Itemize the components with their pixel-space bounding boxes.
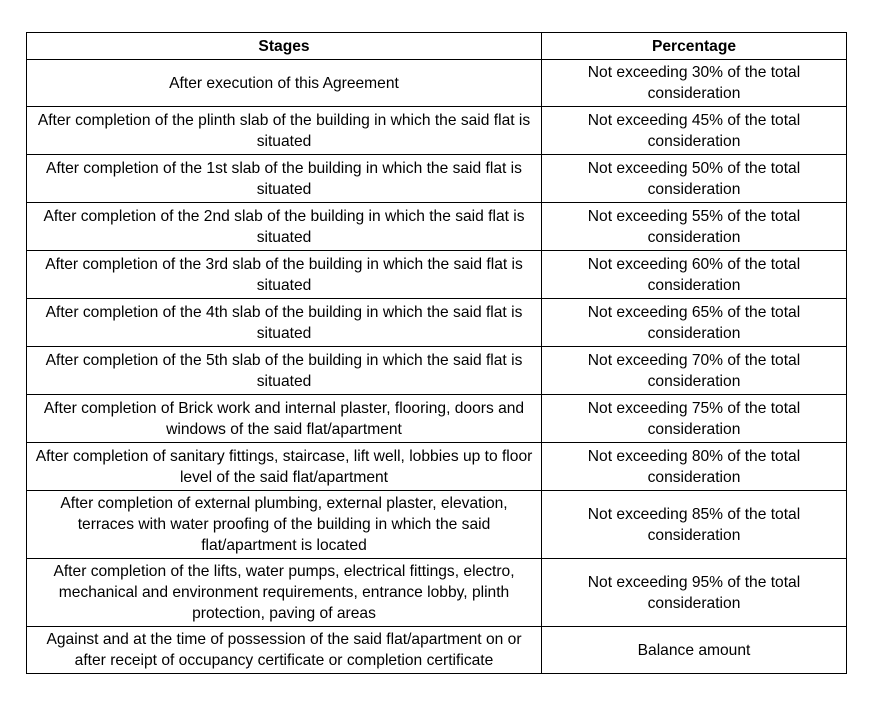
table-row <box>27 155 847 203</box>
stage-cell: After completion of the 1st slab of the building in which the said flat is situated <box>27 155 542 203</box>
stage-cell: After execution of this Agreement <box>27 60 542 107</box>
percentage-cell: Not exceeding 30% of the total consideration <box>542 60 847 107</box>
percentage-cell: Not exceeding 80% of the total consideration <box>542 443 847 491</box>
stages-column-header: Stages <box>27 33 542 60</box>
stage-cell: After completion of the lifts, water pumps, electrical fittings, electro, mechanical and environment requirements, entrance lobby, plinth protection, paving of areas <box>27 559 542 627</box>
stage-cell: After completion of external plumbing, external plaster, elevation, terraces with water proofing of the building in which the said flat/apartment is located <box>27 491 542 559</box>
percentage-cell: Not exceeding 60% of the total consideration <box>542 251 847 299</box>
stage-cell: After completion of sanitary fittings, staircase, lift well, lobbies up to floor level of the said flat/apartment <box>27 443 542 491</box>
percentage-cell: Not exceeding 85% of the total consideration <box>542 491 847 559</box>
percentage-cell: Not exceeding 50% of the total consideration <box>542 155 847 203</box>
stage-cell: After completion of the 3rd slab of the building in which the said flat is situated <box>27 251 542 299</box>
percentage-cell: Not exceeding 95% of the total consideration <box>542 559 847 627</box>
table-row <box>27 395 847 443</box>
percentage-cell: Not exceeding 65% of the total consideration <box>542 299 847 347</box>
stage-cell: After completion of the 4th slab of the building in which the said flat is situated <box>27 299 542 347</box>
table-header-row <box>27 33 847 60</box>
table-row <box>27 251 847 299</box>
table-row <box>27 347 847 395</box>
table-row <box>27 559 847 627</box>
stage-cell: Against and at the time of possession of the said flat/apartment on or after receipt of occupancy certificate or completion certificate <box>27 627 542 674</box>
table-row <box>27 491 847 559</box>
percentage-cell: Balance amount <box>542 627 847 674</box>
table-row <box>27 60 847 107</box>
payment-schedule-table <box>26 32 847 674</box>
table-row <box>27 627 847 674</box>
percentage-cell: Not exceeding 70% of the total consideration <box>542 347 847 395</box>
table-row <box>27 299 847 347</box>
table-row <box>27 203 847 251</box>
stage-cell: After completion of the 2nd slab of the building in which the said flat is situated <box>27 203 542 251</box>
percentage-column-header: Percentage <box>542 33 847 60</box>
table-row <box>27 107 847 155</box>
table-row <box>27 443 847 491</box>
stage-cell: After completion of the plinth slab of the building in which the said flat is situated <box>27 107 542 155</box>
percentage-cell: Not exceeding 45% of the total consideration <box>542 107 847 155</box>
stage-cell: After completion of the 5th slab of the building in which the said flat is situated <box>27 347 542 395</box>
percentage-cell: Not exceeding 55% of the total consideration <box>542 203 847 251</box>
percentage-cell: Not exceeding 75% of the total consideration <box>542 395 847 443</box>
stage-cell: After completion of Brick work and internal plaster, flooring, doors and windows of the said flat/apartment <box>27 395 542 443</box>
